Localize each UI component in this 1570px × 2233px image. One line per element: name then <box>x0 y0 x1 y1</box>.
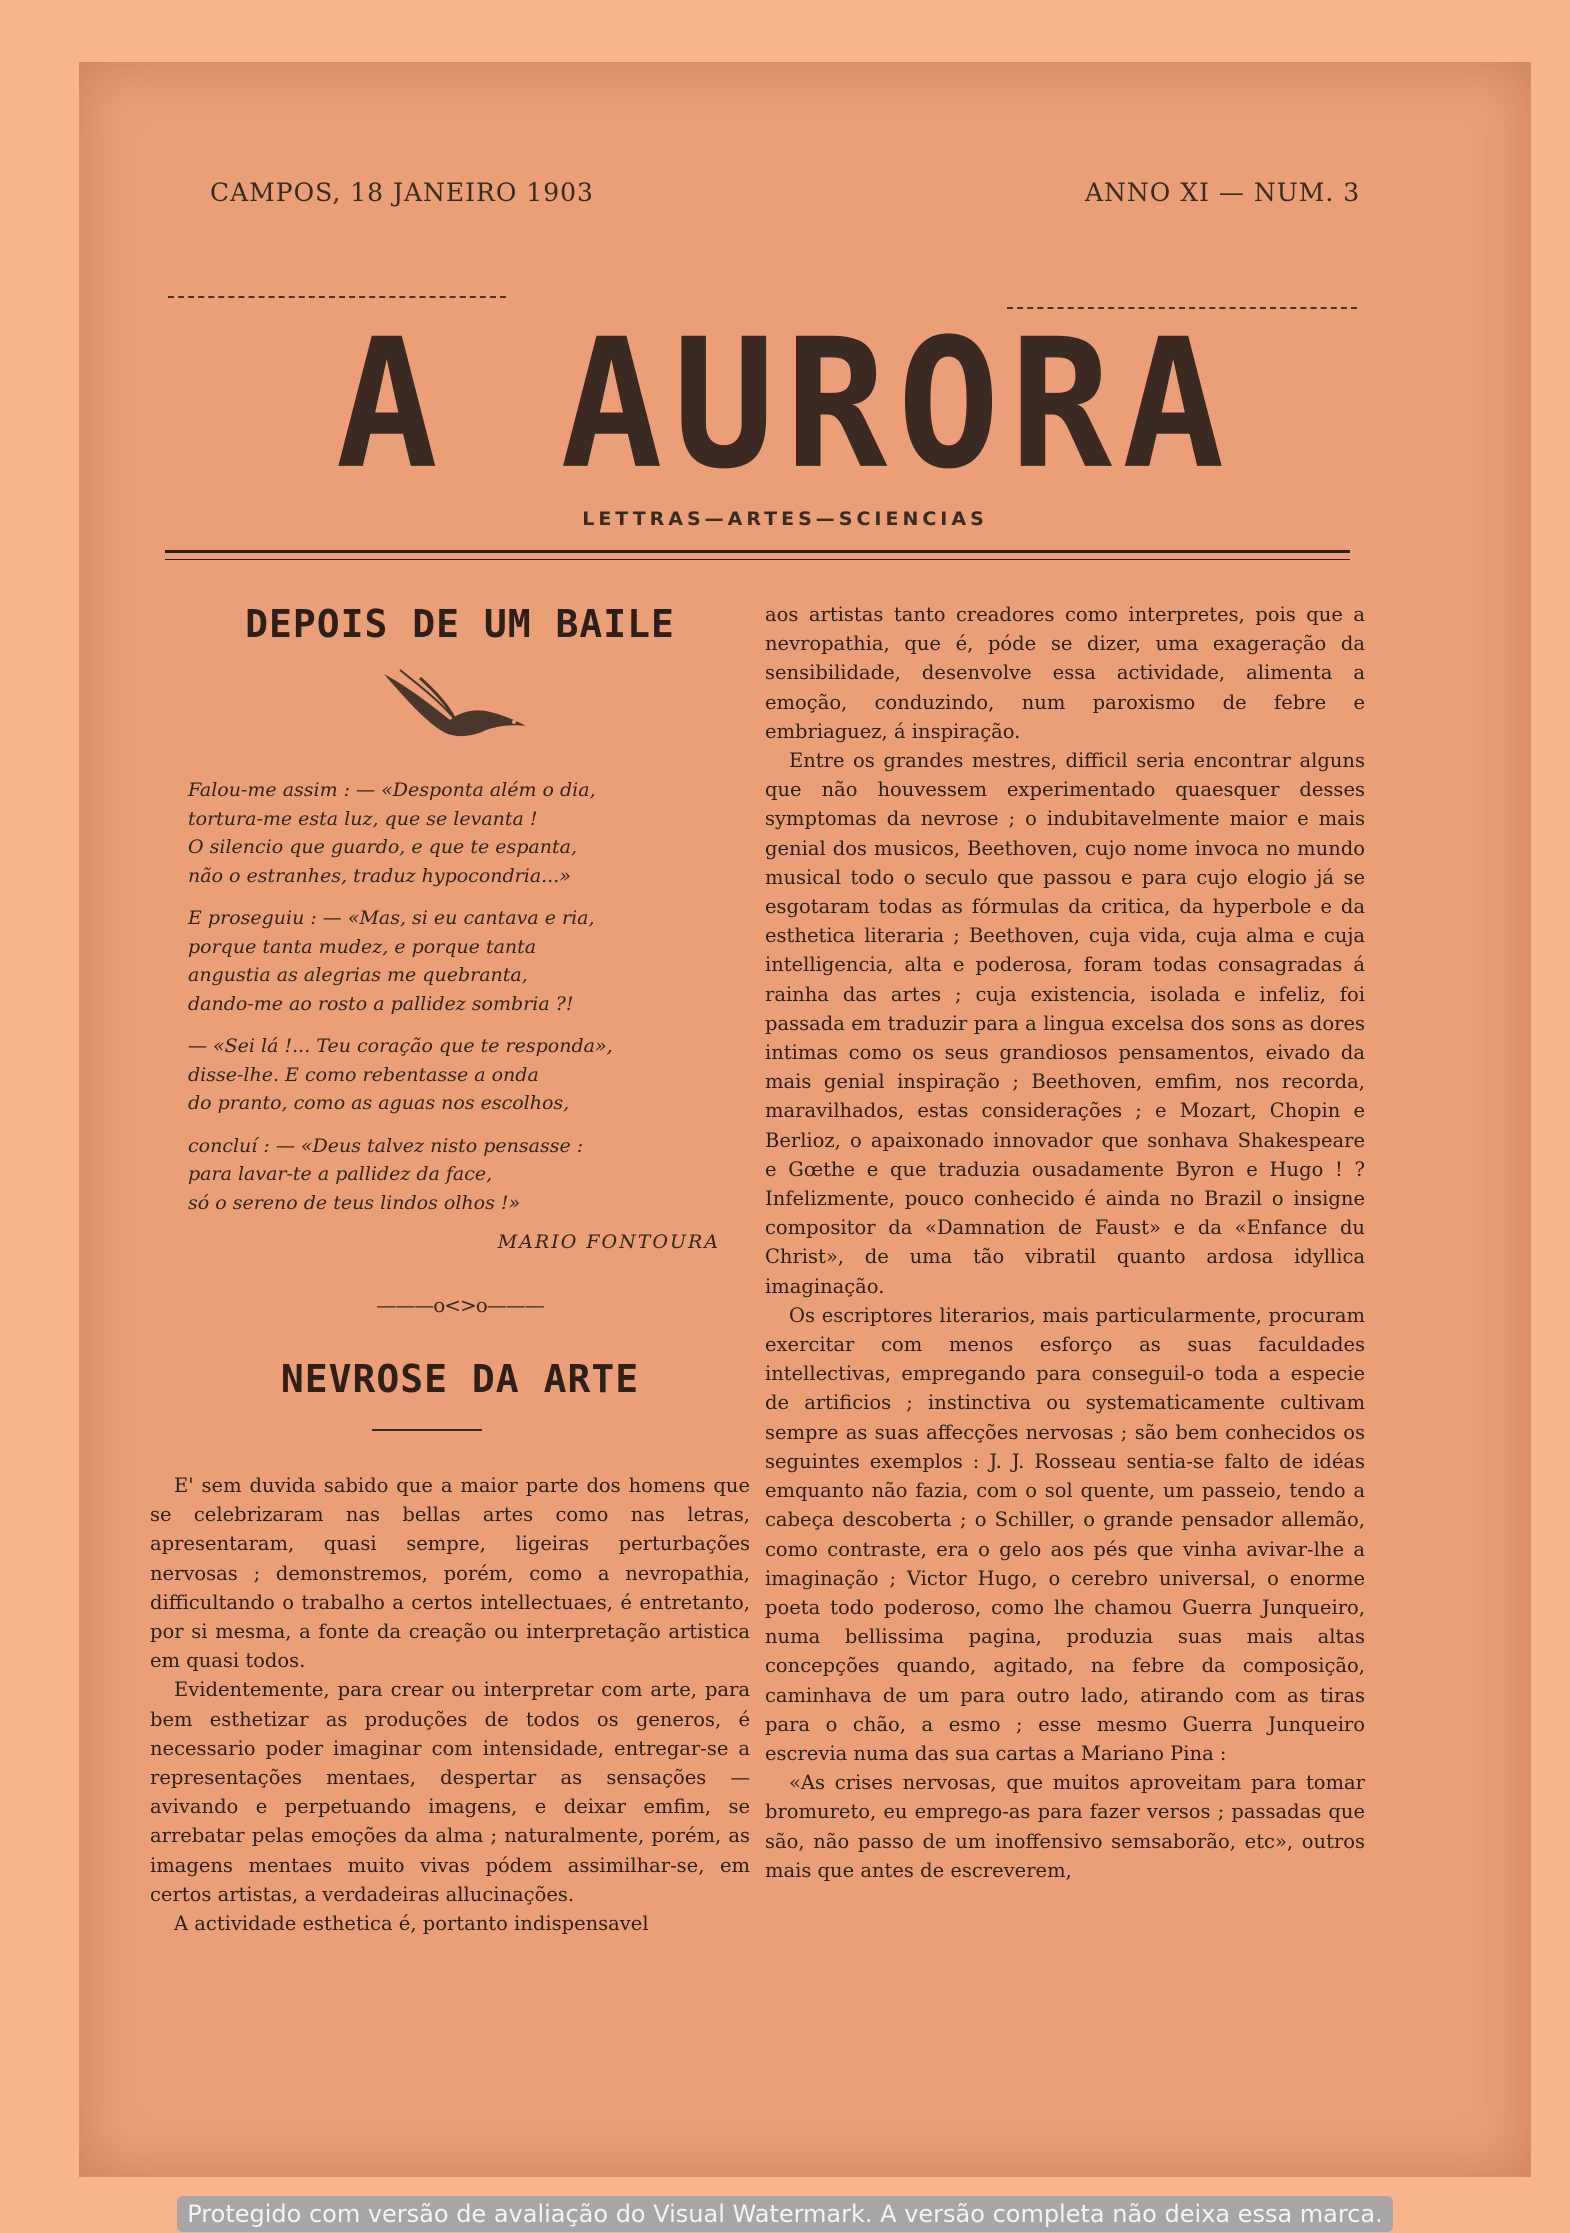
paragraph: E' sem duvida sabido que a maior parte dos homens que se celebrizaram nas bellas artes como nas letras, apresentaram, quasi sempre, ligeiras perturbações nervosas ; demonstremos, porém, como a nevropathia, difficultando o trabalho a certos intellectuaes, é entretanto, por si mesma, a fonte da creação ou interpretação artistica em quasi todos. <box>150 1474 750 1673</box>
section-ornament: ———o<>o——— <box>376 1293 544 1317</box>
poem-stanza: — «Sei lá !... Teu coração que te responda», disse-lhe. E como rebentasse a onda do pranto, como as aguas nos escolhos, <box>188 1035 613 1114</box>
poem-title: DEPOIS DE UM BAILE <box>245 602 675 646</box>
masthead-subtitle: LETTRAS—ARTES—SCIENCIAS <box>582 508 988 530</box>
left-column <box>150 590 750 1938</box>
date-line: CAMPOS, 18 JANEIRO 1903 <box>210 178 594 207</box>
masthead-title: A AURORA <box>335 301 1235 509</box>
article-title: NEVROSE DA ARTE <box>280 1357 640 1401</box>
issue-number: ANNO XI — NUM. 3 <box>1085 178 1361 207</box>
article-left-text <box>150 1471 750 1938</box>
masthead-rule-thin <box>165 559 1350 560</box>
poem-stanza: concluí : — «Deus talvez nisto pensasse : para lavar-te a pallidez da face, só o sereno de teus lindos olhos !» <box>188 1134 584 1214</box>
masthead-rule <box>165 550 1350 553</box>
watermark-banner <box>0 2196 1570 2232</box>
swallow-icon <box>380 668 530 748</box>
title-underline <box>372 1429 482 1431</box>
poem-stanza: Falou-me assim : — «Desponta além o dia, tortura-me esta luz, que se levanta ! O silencio que guardo, e que te espanta, não o estranhes, traduz hypocondria...» <box>188 779 596 887</box>
paragraph: A actividade esthetica é, portanto indispensavel <box>174 1912 649 1936</box>
paragraph: Evidentemente, para crear ou interpretar com arte, para bem esthetizar as produções de todos os generos, é necessario poder imaginar com intensidade, entregar-se a representações mentaes, despertar as sensações — avivando e perpetuando imagens, e deixar emfim, se arrebatar pelas emoções da alma ; naturalmente, porém, as imagens mentaes muito vivas pódem assimilhar-se, em certos artistas, a verdadeiras allucinações. <box>150 1678 750 1906</box>
watermark-text: Protegido com versão de avaliação do Visual Watermark. A versão completa não deixa essa marca. <box>177 2196 1393 2232</box>
paragraph: aos artistas tanto creadores como interpretes, pois que a nevropathia, que é, póde se dizer, uma exageração da sensibilidade, desenvolve essa actividade, alimenta a emoção, conduzindo, num paroxismo de febre e embriaguez, á inspiração. <box>765 603 1365 743</box>
paragraph: Os escriptores literarios, mais particularmente, procuram exercitar com menos esforço as suas faculdades intellectivas, empregando para conseguil-o toda a especie de artificios ; instinctiva ou systematicamente cultivam sempre as suas affecções nervosas ; são bem conhecidos os seguintes exemplos : J. J. Rosseau sentia-se falto de idéas emquanto não fazia, com o sol quente, um passeio, tendo a cabeça descoberta ; o Schiller, o grande pensador allemão, como contraste, era o gelo aos pés que vinha avivar-lhe a imaginação ; Victor Hugo, o cerebro universal, o enorme poeta todo poderoso, como lhe chamou Guerra Junqueiro, numa bellissima pagina, produzia suas mais altas concepções quando, agitado, na febre da composição, caminhava de um para outro lado, atirando com as tiras para o chão, a esmo ; esse mesmo Guerra Junqueiro escrevia numa das sua cartas a Mariano Pina : <box>765 1303 1365 1765</box>
paragraph: «As crises nervosas, que muitos aproveitam para tomar bromureto, eu emprego-as para fazer versos ; passadas que são, não passo de um inoffensivo semsaborão, etc», outros mais que antes de escreverem, <box>765 1771 1365 1882</box>
header-divider-left <box>168 296 506 298</box>
poem-author: MARIO FONTOURA <box>497 1231 720 1253</box>
right-column <box>765 600 1365 1885</box>
poem-body <box>188 776 750 1217</box>
poem-stanza: E proseguiu : — «Mas, si eu cantava e ria, porque tanta mudez, e porque tanta angustia as alegrias me quebranta, dando-me ao rosto a pallidez sombria ?! <box>188 907 595 1015</box>
paragraph: Entre os grandes mestres, difficil seria encontrar alguns que não houvessem experimentado quaesquer desses symptomas da nevrose ; o indubitavelmente maior e mais genial dos musicos, Beethoven, cujo nome invoca no mundo musical todo o seculo que passou e para cujo elogio já se esgotaram todas as fórmulas da critica, da hyperbole e da esthetica literaria ; Beethoven, cuja vida, cuja alma e cuja intelligencia, alta e poderosa, foram todas consagradas á rainha das artes ; cuja existencia, isolada e infeliz, foi passada em traduzir para a lingua excelsa dos sons as dores intimas como os seus grandiosos pensamentos, eivado da mais genial inspiração ; Beethoven, emfim, nos recorda, maravilhados, estas considerações ; e Mozart, Chopin e Berlioz, o apaixonado innovador que sonhava Shakespeare e Gœthe e que traduzia ousadamente Byron e Hugo ! ? Infelizmente, pouco conhecido é ainda no Brazil o insigne compositor da «Damnation de Faust» e da «Enfance du Christ», de uma tão vibratil quanto ardosa idyllica imaginação. <box>765 749 1365 1298</box>
article-right-text <box>765 600 1365 1885</box>
